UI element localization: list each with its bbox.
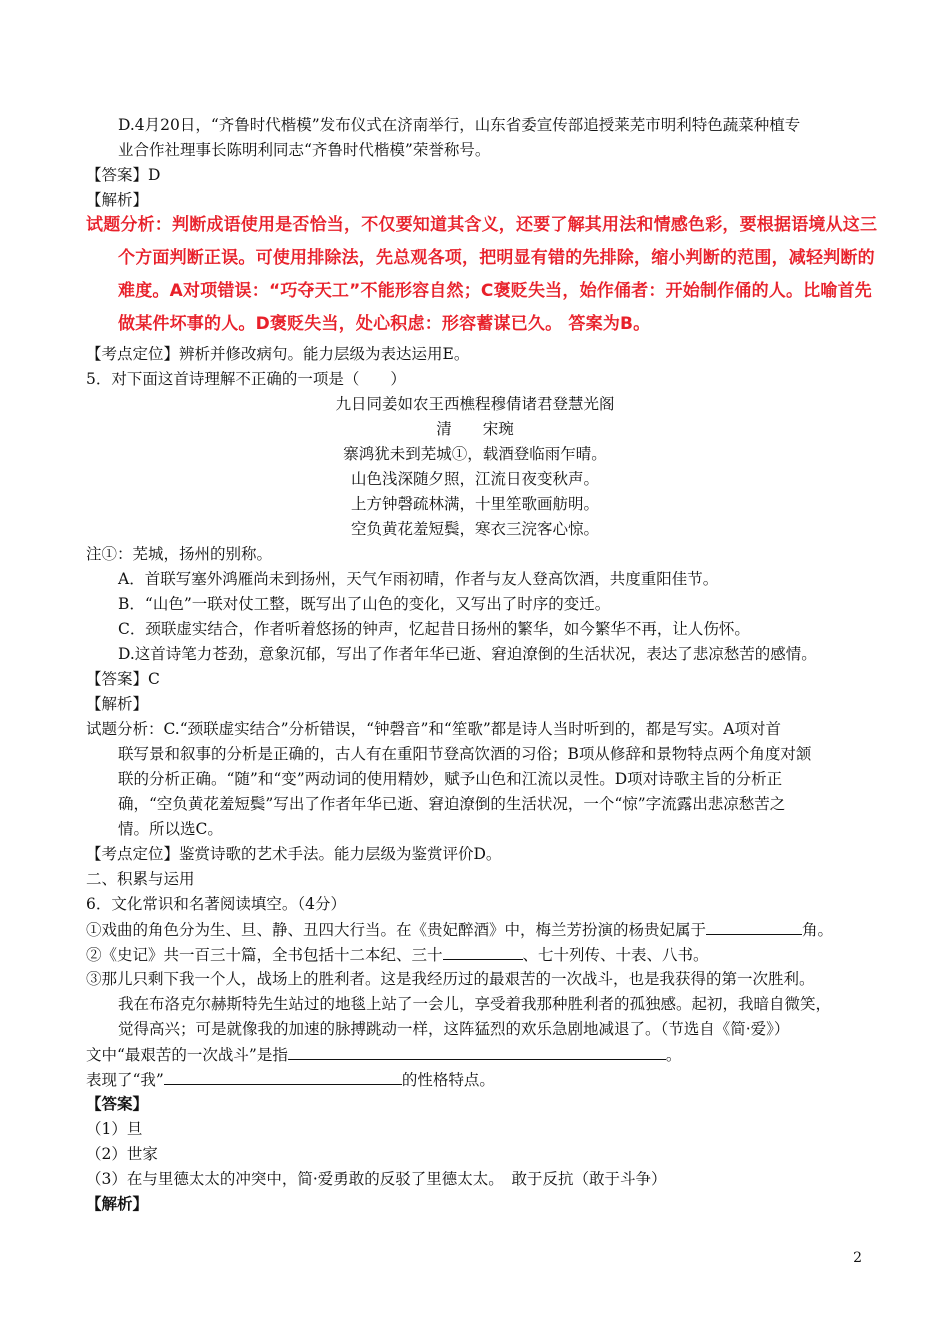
q6-item-3-line3: 觉得高兴；可是就像我的加速的脉搏跳动一样，这阵猛烈的欢乐急剧地减退了。（节选自《简·爱》） (118, 1020, 790, 1038)
q5-stem: 5．对下面这首诗理解不正确的一项是（ ） (86, 370, 406, 388)
q6-answer-3: （3）在与里德太太的冲突中，简·爱勇敢的反驳了里德太太。 敢于反抗（敢于斗争） (86, 1170, 667, 1188)
q5-analysis-line5: 情。所以选C。 (118, 820, 223, 838)
q5-option-b: B．“山色”一联对仗工整，既写出了山色的变化，又写出了时序的变迁。 (118, 595, 611, 613)
section-heading: 二、积累与运用 (86, 870, 195, 888)
q4-kaodian: 【考点定位】辨析并修改病句。能力层级为表达运用E。 (86, 345, 470, 363)
q6-q1-text: 文中“最艰苦的一次战斗”是指 (86, 1046, 288, 1064)
poem-line-3: 上方钟磬疏林满，十里笙歌画舫明。 (350, 495, 599, 513)
q6-answer-1: （1）旦 (86, 1120, 143, 1138)
poem-line-1: 寨鸿犹未到芜城①，载酒登临雨乍晴。 (343, 445, 607, 463)
q6-item-1-tail: 角。 (802, 921, 834, 939)
q4-option-d-line2: 业合作社理事长陈明利同志“齐鲁时代楷模”荣誉称号。 (118, 141, 491, 159)
q6-q1-blank (288, 1043, 666, 1060)
q4-analysis-line3: 难度。A对项错误：“巧夺天工”不能形容自然；C褒贬失当，始作俑者：开始制作俑的人。比喻首先 (118, 281, 872, 301)
q6-q2-text: 表现了“我” (86, 1071, 164, 1089)
q6-answer-2: （2）世家 (86, 1145, 158, 1163)
q4-analysis-label: 【解析】 (86, 191, 149, 209)
q5-kaodian: 【考点定位】鉴赏诗歌的艺术手法。能力层级为鉴赏评价D。 (86, 845, 502, 863)
q4-analysis-line4: 做某件坏事的人。D褒贬失当，处心积虑：形容蓄谋已久。 答案为B。 (118, 314, 651, 334)
q6-q2-tail: 的性格特点。 (401, 1071, 495, 1089)
q4-analysis-line1: 试题分析：判断成语使用是否恰当，不仅要知道其含义，还要了解其用法和情感色彩，要根据语境从这三 (86, 215, 878, 235)
q4-option-d-line1: D.4月20日，“齐鲁时代楷模”发布仪式在济南举行，山东省委宣传部追授莱芜市明利特色蔬菜种植专 (118, 116, 801, 134)
q6-item-3-question-2 (86, 1068, 495, 1091)
q6-stem: 6．文化常识和名著阅读填空。（4分） (86, 895, 346, 913)
q6-item-1 (86, 918, 833, 941)
q6-answer-label: 【答案】 (86, 1094, 149, 1113)
q5-analysis-line1: 试题分析：C.“颈联虚实结合”分析错误，“钟磬音”和“笙歌”都是诗人当时听到的，都是写实。A项对首 (86, 720, 781, 738)
q6-item-2 (86, 943, 709, 966)
poem-line-4: 空负黄花羞短鬓，寒衣三浣客心惊。 (350, 520, 599, 538)
q4-analysis-line2: 个方面判断正误。可使用排除法，先总观各项，把明显有错的先排除，缩小判断的范围，减轻判断的 (118, 248, 875, 268)
q5-option-a: A．首联写塞外鸿雁尚未到扬州，天气乍雨初晴，作者与友人登高饮酒，共度重阳佳节。 (118, 570, 719, 588)
q6-item-3-line1: ③那儿只剩下我一个人，战场上的胜利者。这是我经历过的最艰苦的一次战斗，也是我获得的第一次胜利。 (86, 970, 815, 988)
q6-q2-blank (164, 1068, 402, 1085)
q6-item-2-tail: 、七十列传、十表、八书。 (522, 946, 709, 964)
q5-option-c: C．颈联虚实结合，作者听着悠扬的钟声，忆起昔日扬州的繁华，如今繁华不再，让人伤怀。 (118, 620, 750, 638)
q6-item-3-line2: 我在布洛克尔赫斯特先生站过的地毯上站了一会儿，享受着我那种胜利者的孤独感。起初，我暗自微笑， (118, 995, 832, 1013)
q6-item-2-text: ②《史记》共一百三十篇，全书包括十二本纪、三十 (86, 946, 443, 964)
q6-item-1-blank (706, 918, 802, 935)
q6-item-3-question-1 (86, 1043, 681, 1066)
poem-title: 九日同姜如农王西樵程穆倩诸君登慧光阁 (335, 395, 615, 413)
poem-author: 清 宋琬 (436, 420, 514, 438)
q6-item-2-blank (443, 943, 523, 960)
q5-analysis-label: 【解析】 (86, 695, 149, 713)
q5-answer: 【答案】C (86, 670, 160, 688)
q5-analysis-line2: 联写景和叙事的分析是正确的，古人有在重阳节登高饮酒的习俗；B项从修辞和景物特点两个角度对颔 (118, 745, 812, 763)
q6-analysis-label: 【解析】 (86, 1194, 149, 1213)
poem-note: 注①：芜城，扬州的别称。 (86, 545, 273, 563)
q5-analysis-line4: 确，“空负黄花羞短鬓”写出了作者年华已逝、窘迫潦倒的生活状况，一个“惊”字流露出悲凉愁苦之 (118, 795, 786, 813)
poem-line-2: 山色浅深随夕照，江流日夜变秋声。 (350, 470, 599, 488)
page-number: 2 (853, 1250, 862, 1266)
q5-analysis-line3: 联的分析正确。“随”和“变”两动词的使用精妙，赋予山色和江流以灵性。D项对诗歌主旨的分析正 (118, 770, 783, 788)
q5-option-d: D.这首诗笔力苍劲，意象沉郁，写出了作者年华已逝、窘迫潦倒的生活状况，表达了悲凉愁苦的感情。 (118, 645, 817, 663)
q6-item-1-text: ①戏曲的角色分为生、旦、静、丑四大行当。在《贵妃醉酒》中，梅兰芳扮演的杨贵妃属于 (86, 921, 707, 939)
q6-q1-tail: 。 (665, 1046, 682, 1064)
q4-answer: 【答案】D (86, 166, 161, 184)
